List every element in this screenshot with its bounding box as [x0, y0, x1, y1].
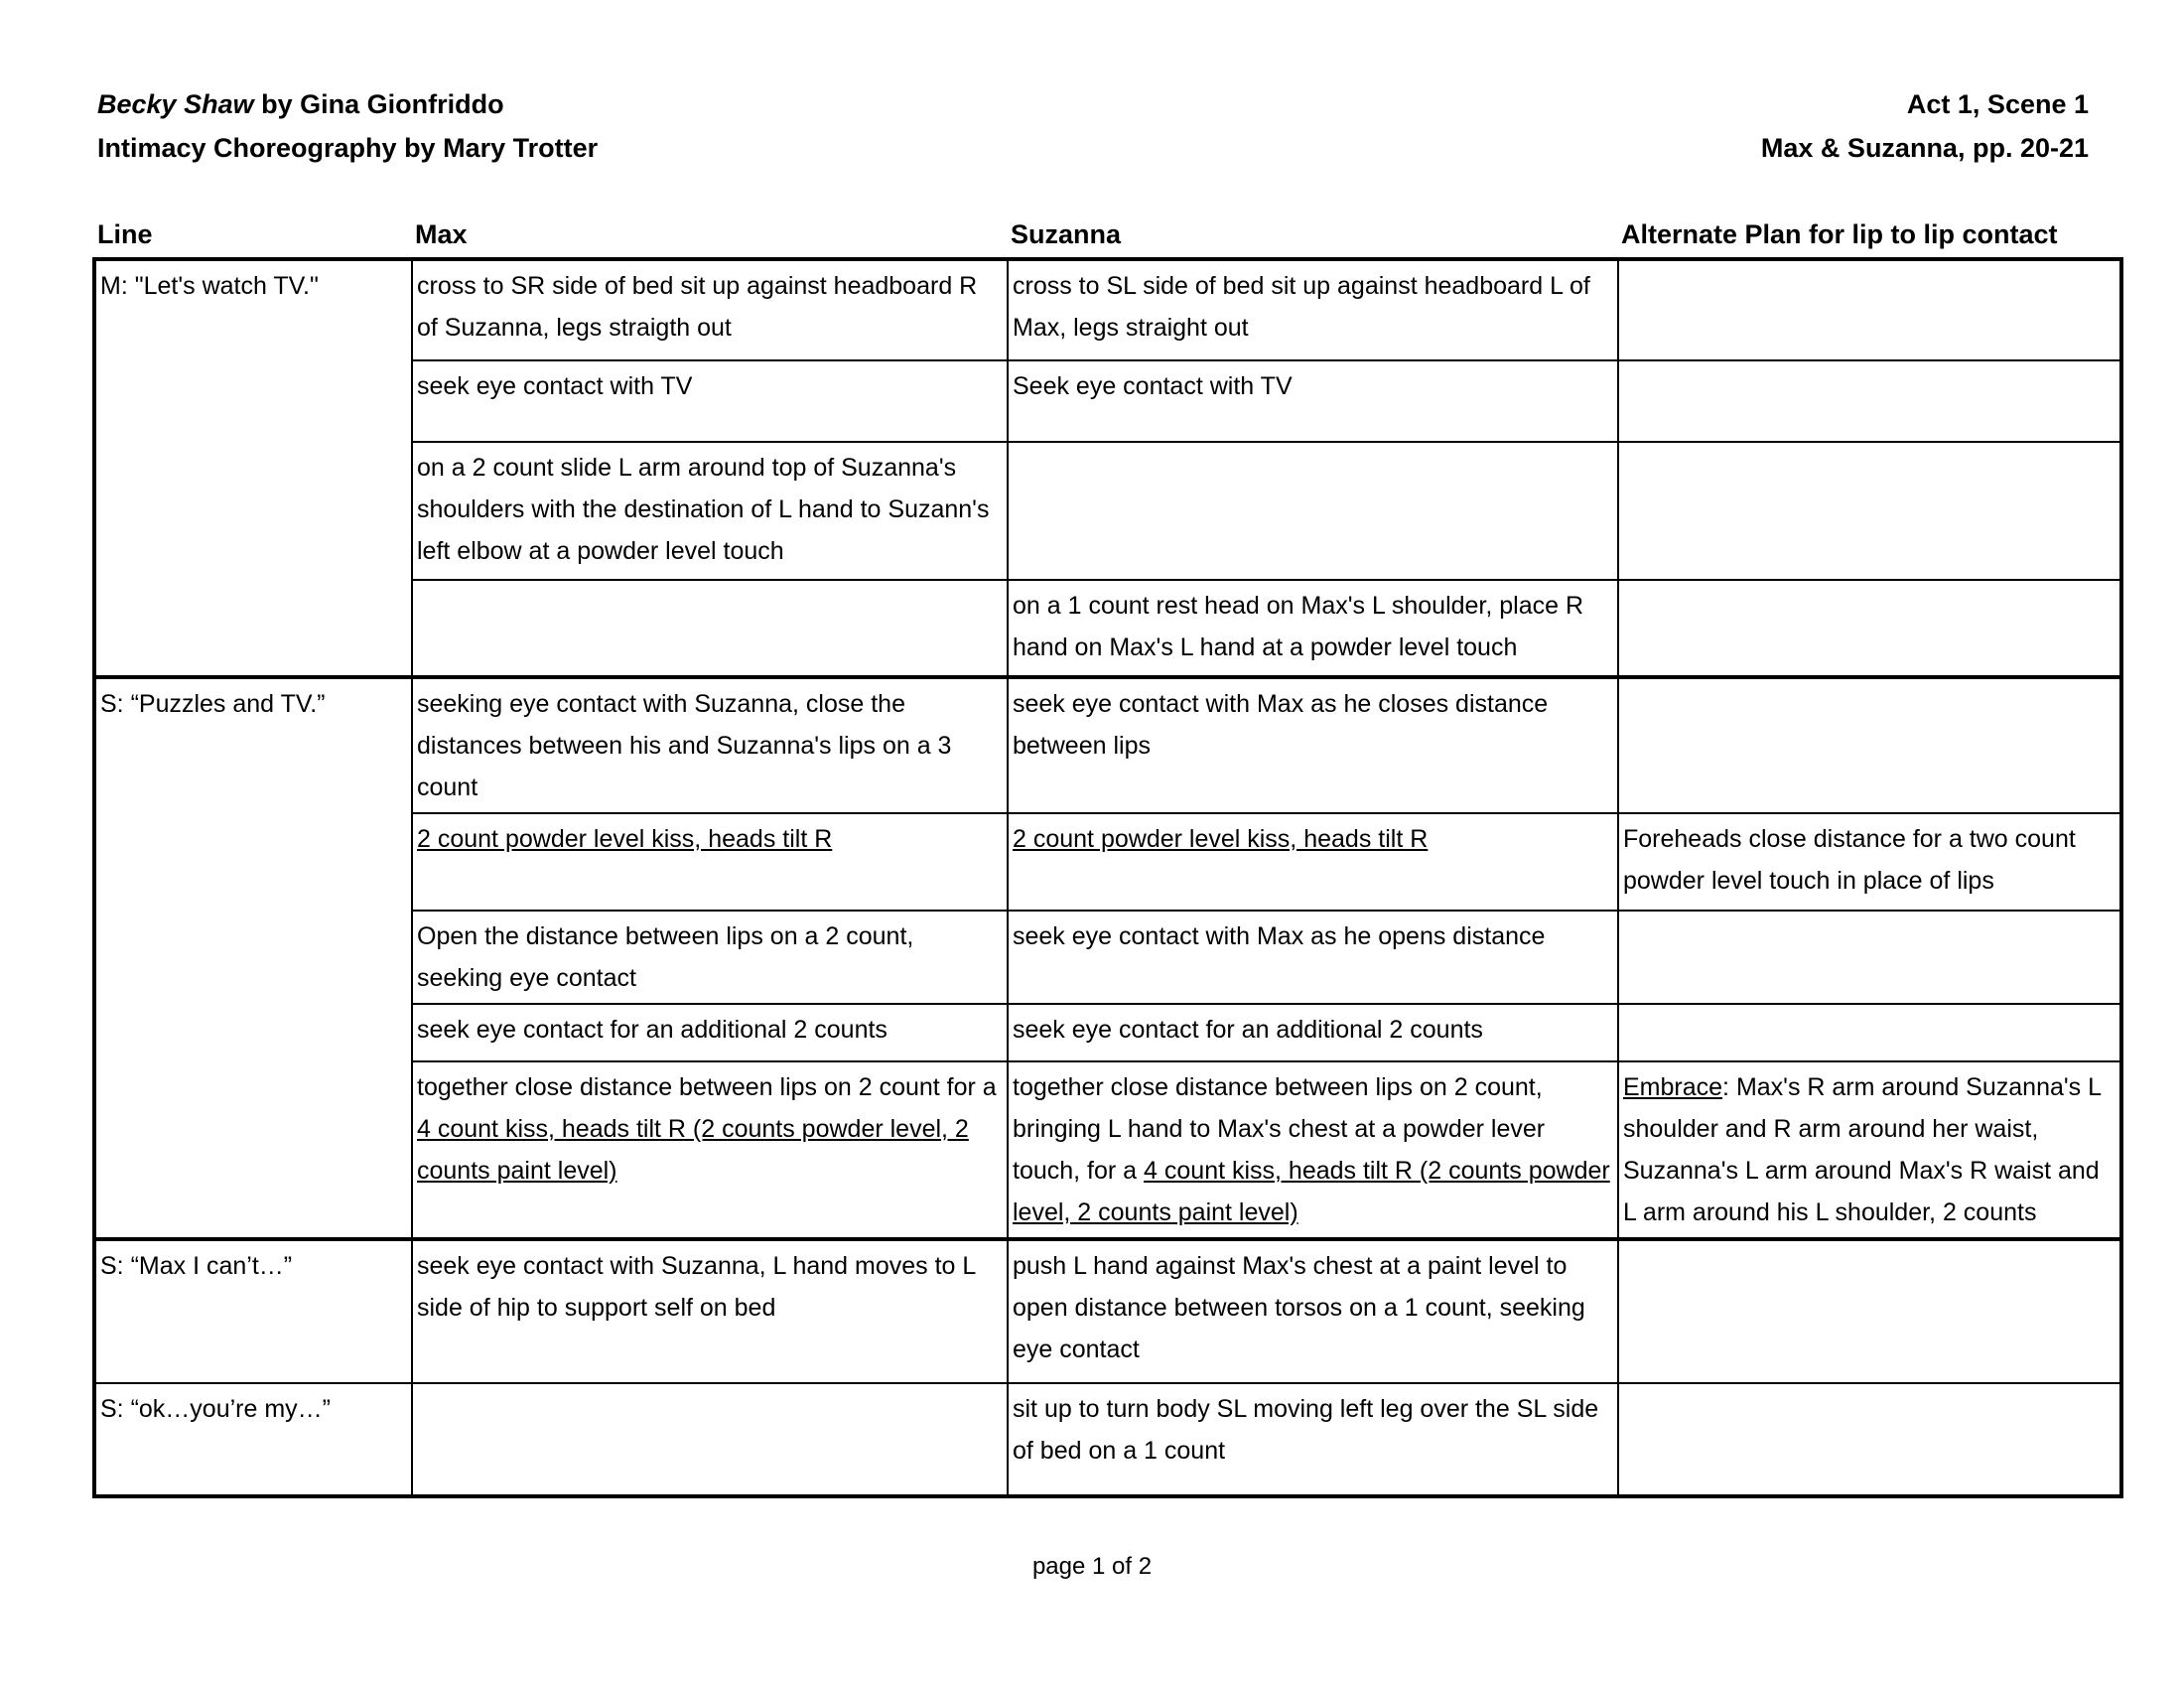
suzanna-cell — [1008, 442, 1618, 580]
line-cell: M: "Let's watch TV." — [94, 259, 412, 677]
suzanna-kiss-text: 2 count powder level kiss, heads tilt R — [1013, 825, 1429, 853]
suzanna-cell — [1008, 1061, 1618, 1239]
alternate-cell — [1618, 911, 2121, 1004]
suzanna-cell: seek eye contact with Max as he opens distance — [1008, 911, 1618, 1004]
characters-pages: Max & Suzanna, pp. 20-21 — [1760, 133, 2089, 163]
max-cell: on a 2 count slide L arm around top of Suzanna's shoulders with the destination of L hand to Suzann's left elbow at a powder level touch — [412, 442, 1008, 580]
max-cell — [412, 813, 1008, 911]
alternate-cell — [1618, 1239, 2121, 1383]
suzanna-cell: seek eye contact for an additional 2 counts — [1008, 1004, 1618, 1061]
max-cell — [412, 1061, 1008, 1239]
column-header-suzanna: Suzanna — [1011, 219, 1122, 249]
suzanna-cell: push L hand against Max's chest at a paint level to open distance between torsos on a 1 count, seeking eye contact — [1008, 1239, 1618, 1383]
page-number: page 1 of 2 — [1031, 1553, 1153, 1580]
line-cell: S: “Max I can’t…” — [94, 1239, 412, 1383]
column-header-max: Max — [415, 219, 468, 249]
max-kiss-text: 2 count powder level kiss, heads tilt R — [417, 825, 833, 853]
alternate-cell — [1618, 1061, 2121, 1239]
play-title — [97, 89, 504, 120]
alternate-cell — [1618, 360, 2121, 442]
suzanna-cell — [1008, 813, 1618, 911]
alternate-cell — [1618, 677, 2121, 813]
alternate-cell — [1618, 1004, 2121, 1061]
suzanna-kiss-detail: 4 count kiss, heads tilt R (2 counts powder level, 2 counts paint level) — [1013, 1157, 1610, 1226]
max-cell: Open the distance between lips on a 2 count, seeking eye contact — [412, 911, 1008, 1004]
embrace-detail: : Max's R arm around Suzanna's L shoulder and R arm around her waist, Suzanna's L arm around Max's R waist and L arm around his L shoulder, 2 counts — [1623, 1073, 2102, 1226]
suzanna-kiss-intro: together close distance between lips on 2 count, bringing L hand to Max's chest at a powder lever touch, for a — [1013, 1073, 1546, 1185]
alternate-cell — [1618, 442, 2121, 580]
max-cell: seek eye contact with TV — [412, 360, 1008, 442]
max-kiss-intro: together close distance between lips on 2 count for a — [417, 1073, 997, 1101]
alternate-cell: Foreheads close distance for a two count powder level touch in place of lips — [1618, 813, 2121, 911]
alternate-cell — [1618, 1383, 2121, 1496]
play-title-italic: Becky Shaw — [97, 89, 254, 119]
act-scene: Act 1, Scene 1 — [1906, 89, 2089, 119]
choreographer-credit: Intimacy Choreography by Mary Trotter — [97, 133, 599, 163]
max-cell: cross to SR side of bed sit up against headboard R of Suzanna, legs straigth out — [412, 259, 1008, 360]
table-row — [94, 259, 2121, 360]
max-cell — [412, 580, 1008, 677]
table-row — [94, 677, 2121, 813]
column-header-line: Line — [97, 219, 153, 249]
choreography-table — [92, 257, 2123, 1498]
line-cell: S: “ok…you’re my…” — [94, 1383, 412, 1496]
alternate-cell — [1618, 259, 2121, 360]
max-cell: seek eye contact with Suzanna, L hand moves to L side of hip to support self on bed — [412, 1239, 1008, 1383]
table-row — [94, 1383, 2121, 1496]
play-author: by Gina Gionfriddo — [253, 89, 504, 119]
alternate-cell — [1618, 580, 2121, 677]
max-cell: seeking eye contact with Suzanna, close the distances between his and Suzanna's lips on a 3 count — [412, 677, 1008, 813]
suzanna-cell: Seek eye contact with TV — [1008, 360, 1618, 442]
max-cell — [412, 1383, 1008, 1496]
max-cell: seek eye contact for an additional 2 counts — [412, 1004, 1008, 1061]
suzanna-cell: on a 1 count rest head on Max's L shoulder, place R hand on Max's L hand at a powder level touch — [1008, 580, 1618, 677]
embrace-label: Embrace — [1623, 1073, 1723, 1101]
column-header-alternate: Alternate Plan for lip to lip contact — [1621, 219, 2058, 249]
max-kiss-detail: 4 count kiss, heads tilt R (2 counts powder level, 2 counts paint level) — [417, 1115, 969, 1185]
line-cell: S: “Puzzles and TV.” — [94, 677, 412, 1239]
suzanna-cell: sit up to turn body SL moving left leg over the SL side of bed on a 1 count — [1008, 1383, 1618, 1496]
table-row — [94, 1239, 2121, 1383]
suzanna-cell: seek eye contact with Max as he closes distance between lips — [1008, 677, 1618, 813]
suzanna-cell: cross to SL side of bed sit up against headboard L of Max, legs straight out — [1008, 259, 1618, 360]
